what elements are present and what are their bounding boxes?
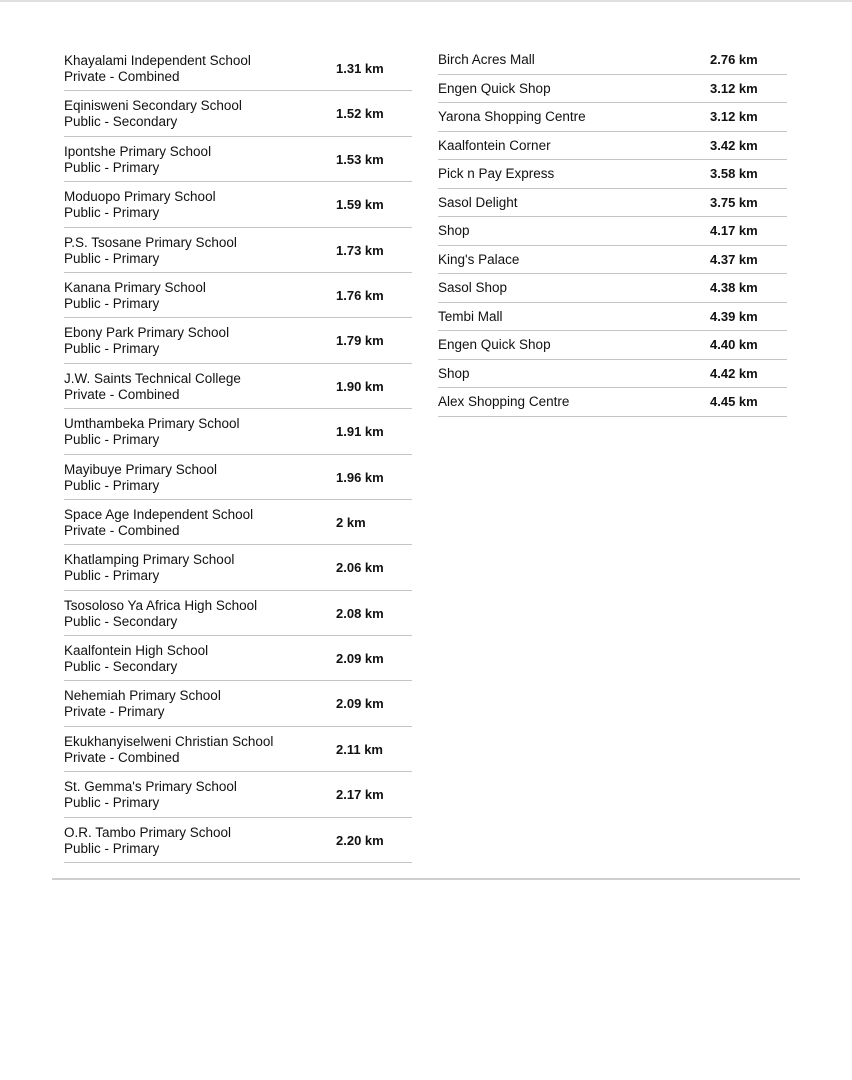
school-type: Public - Primary <box>64 159 160 175</box>
school-row <box>64 318 412 363</box>
school-row <box>64 500 412 545</box>
shop-distance: 4.39 km <box>710 308 758 324</box>
shop-name: Engen Quick Shop <box>438 80 551 96</box>
school-row <box>64 228 412 273</box>
school-type: Private - Combined <box>64 749 180 765</box>
school-name: Mayibuye Primary School <box>64 461 218 477</box>
school-distance: 1.59 km <box>336 197 384 213</box>
school-name: St. Gemma's Primary School <box>64 779 237 795</box>
school-name: Khatlamping Primary School <box>64 552 235 568</box>
school-type: Public - Primary <box>64 341 160 357</box>
school-name: Ekukhanyiselweni Christian School <box>64 733 274 749</box>
shop-distance: 3.58 km <box>710 166 758 181</box>
school-distance: 1.79 km <box>336 333 384 349</box>
shop-row <box>438 274 787 303</box>
shop-row <box>438 75 787 104</box>
school-type: Private - Combined <box>64 69 180 84</box>
school-type: Public - Primary <box>64 840 160 856</box>
shop-distance: 4.17 km <box>710 223 758 238</box>
school-distance: 1.52 km <box>336 106 384 122</box>
school-type: Public - Primary <box>64 432 160 448</box>
school-type: Public - Primary <box>64 295 160 311</box>
school-name: Kanana Primary School <box>64 279 206 295</box>
school-distance: 1.76 km <box>336 287 384 303</box>
school-distance: 2.09 km <box>336 651 384 667</box>
shop-name: Kaalfontein Corner <box>438 137 551 153</box>
shop-distance: 4.45 km <box>710 394 758 409</box>
shop-distance: 2.76 km <box>710 52 758 67</box>
school-type: Public - Primary <box>64 568 160 584</box>
shop-row <box>438 217 787 246</box>
shop-row <box>438 303 787 332</box>
shop-distance: 3.12 km <box>710 80 758 96</box>
shop-row <box>438 132 787 161</box>
school-name: Ipontshe Primary School <box>64 143 212 159</box>
shop-name: Engen Quick Shop <box>438 337 551 352</box>
school-row <box>64 818 412 863</box>
school-type: Public - Secondary <box>64 659 178 675</box>
school-type: Private - Combined <box>64 386 180 402</box>
school-row <box>64 273 412 318</box>
school-row <box>64 455 412 500</box>
school-type: Public - Secondary <box>64 613 178 629</box>
bottom-divider <box>52 878 800 880</box>
shop-row <box>438 46 787 75</box>
shop-distance: 4.37 km <box>710 251 758 267</box>
shop-row <box>438 189 787 218</box>
school-row <box>64 364 412 409</box>
shop-name: King's Palace <box>438 251 520 267</box>
school-distance: 2.20 km <box>336 832 384 848</box>
school-type: Public - Secondary <box>64 114 178 130</box>
shop-distance: 4.42 km <box>710 365 758 381</box>
shop-row <box>438 388 787 417</box>
school-name: Eqinisweni Secondary School <box>64 98 242 114</box>
school-name: Moduopo Primary School <box>64 189 216 205</box>
school-distance: 2.08 km <box>336 605 384 621</box>
school-name: O.R. Tambo Primary School <box>64 824 232 840</box>
school-name: Khayalami Independent School <box>64 53 251 68</box>
school-distance: 2.09 km <box>336 696 384 712</box>
shop-name: Yarona Shopping Centre <box>438 109 586 124</box>
shop-distance: 4.40 km <box>710 337 758 352</box>
top-divider <box>0 0 852 2</box>
shop-row <box>438 160 787 189</box>
school-name: Ebony Park Primary School <box>64 325 230 341</box>
school-distance: 2.17 km <box>336 787 384 803</box>
school-row <box>64 46 412 91</box>
school-distance: 2 km <box>336 514 366 530</box>
shops-list <box>438 46 787 417</box>
school-name: Tsosoloso Ya Africa High School <box>64 597 258 613</box>
shop-distance: 3.42 km <box>710 137 758 153</box>
school-distance: 2.11 km <box>336 741 383 757</box>
school-row <box>64 137 412 182</box>
shop-name: Sasol Shop <box>438 280 508 295</box>
shop-name: Alex Shopping Centre <box>438 394 570 409</box>
shop-name: Shop <box>438 365 470 381</box>
school-distance: 2.06 km <box>336 560 384 576</box>
school-distance: 1.53 km <box>336 151 384 167</box>
school-name: P.S. Tsosane Primary School <box>64 234 237 250</box>
school-type: Public - Primary <box>64 250 160 266</box>
school-name: Umthambeka Primary School <box>64 416 240 432</box>
school-row <box>64 681 412 726</box>
shop-row <box>438 360 787 389</box>
shop-name: Pick n Pay Express <box>438 166 555 181</box>
shop-name: Tembi Mall <box>438 308 503 324</box>
school-row <box>64 772 412 817</box>
school-name: Space Age Independent School <box>64 506 254 522</box>
school-name: J.W. Saints Technical College <box>64 370 241 386</box>
shop-name: Sasol Delight <box>438 194 518 210</box>
school-distance: 1.96 km <box>336 469 384 485</box>
school-distance: 1.90 km <box>336 378 384 394</box>
school-name: Nehemiah Primary School <box>64 688 221 704</box>
school-name: Kaalfontein High School <box>64 643 209 659</box>
shop-row <box>438 103 787 132</box>
school-row <box>64 182 412 227</box>
school-type: Public - Primary <box>64 205 160 221</box>
shop-distance: 4.38 km <box>710 280 758 295</box>
school-row <box>64 636 412 681</box>
shop-row <box>438 246 787 275</box>
school-type: Public - Primary <box>64 477 160 493</box>
school-row <box>64 91 412 136</box>
school-row <box>64 591 412 636</box>
shop-distance: 3.12 km <box>710 109 758 124</box>
school-row <box>64 545 412 590</box>
school-type: Private - Combined <box>64 522 180 538</box>
school-distance: 1.91 km <box>336 424 384 440</box>
school-row <box>64 409 412 454</box>
school-row <box>64 727 412 772</box>
shop-distance: 3.75 km <box>710 194 758 210</box>
school-type: Private - Primary <box>64 704 165 720</box>
school-distance: 1.31 km <box>336 61 384 76</box>
shop-name: Shop <box>438 223 470 238</box>
schools-list <box>64 46 412 863</box>
shop-name: Birch Acres Mall <box>438 52 535 67</box>
school-distance: 1.73 km <box>336 242 384 258</box>
school-type: Public - Primary <box>64 795 160 811</box>
shop-row <box>438 331 787 360</box>
